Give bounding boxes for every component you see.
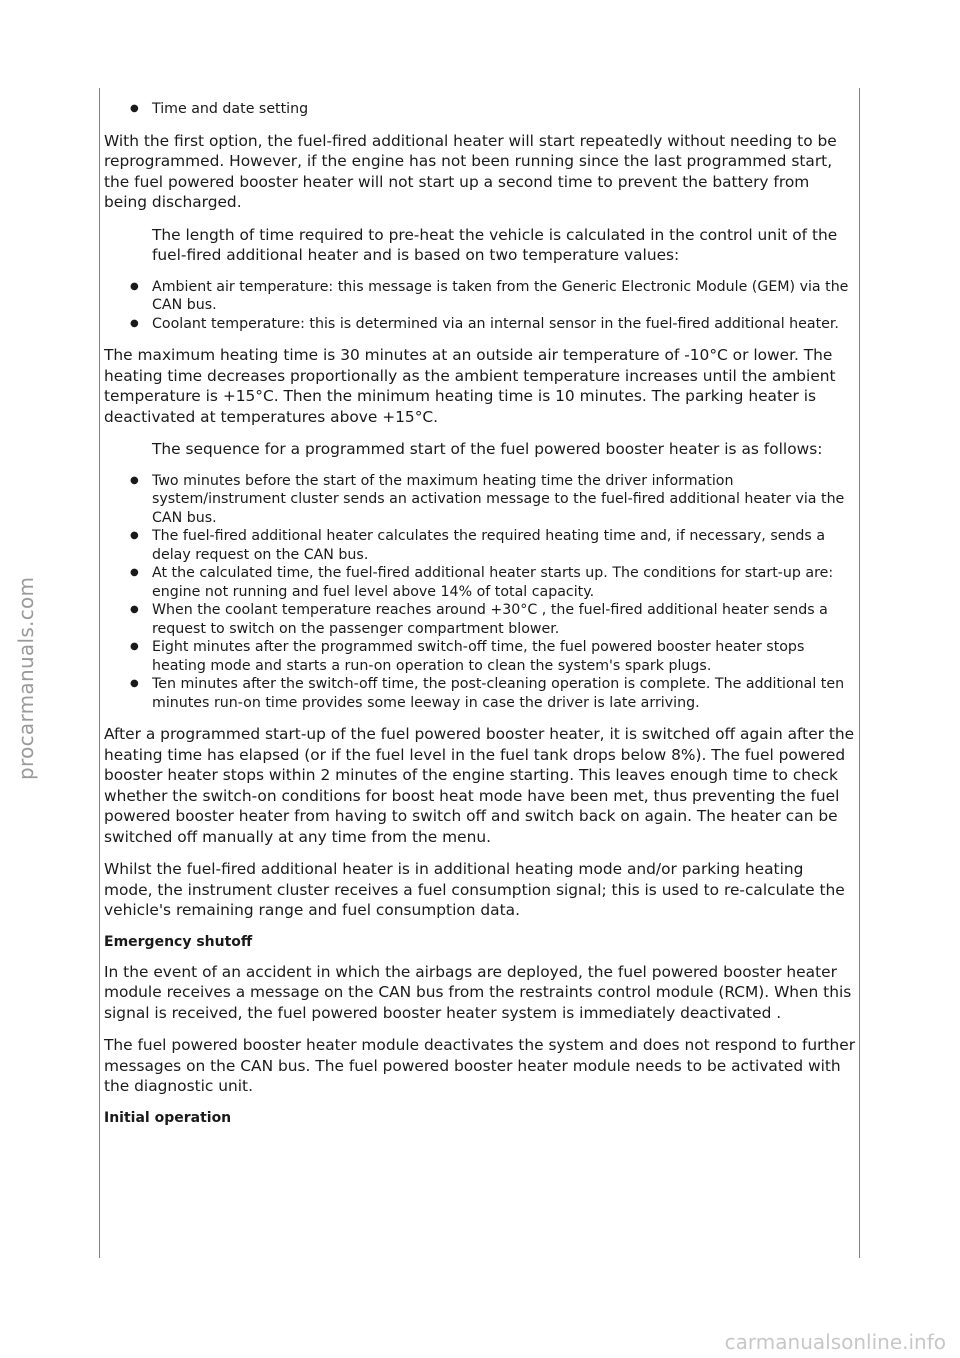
list-item: ● Two minutes before the start of the maximum heating time the driver information system/instrument cluster sends an activation message to the fuel-fired additional heater via the CAN bus. — [104, 472, 856, 528]
bullet-list — [104, 278, 856, 334]
side-watermark: procarmanuals.com — [14, 576, 38, 780]
paragraph: The fuel powered booster heater module deactivates the system and does not respond to further messages on the CAN bus. The fuel powered booster heater module needs to be activated with the diagnostic unit. — [104, 1036, 856, 1095]
list-item: ● Ambient air temperature: this message is taken from the Generic Electronic Module (GEM) via the CAN bus. — [104, 278, 856, 315]
list-item: ● The fuel-fired additional heater calculates the required heating time and, if necessary, sends a delay request on the CAN bus. — [104, 527, 856, 564]
list-item: ● At the calculated time, the fuel-fired additional heater starts up. The conditions for start-up are: engine not running and fuel level above 14% of total capacity. — [104, 564, 856, 601]
paragraph: In the event of an accident in which the airbags are deployed, the fuel powered booster heater module receives a message on the CAN bus from the restraints control module (RCM). When this signal is received, the fuel powered booster heater system is immediately deactivated . — [104, 962, 852, 1022]
paragraph: After a programmed start-up of the fuel powered booster heater, it is switched off again after the heating time has elapsed (or if the fuel level in the fuel tank drops below 8%). The fuel powered booster heater stops within 2 minutes of the engine starting. This leaves enough time to check whether the switch-on conditions for boost heat mode have been met, thus preventing the fuel powered booster heater from having to switch off and switch back on again. The heater can be switched off manually at any time from the menu. — [104, 725, 855, 846]
indented-paragraph: The length of time required to pre-heat the vehicle is calculated in the control unit of the fuel-fired additional heater and is based on two temperature values: — [152, 225, 838, 264]
bullet-list — [104, 472, 856, 713]
list-item: ● When the coolant temperature reaches around +30°C , the fuel-fired additional heater sends a request to switch on the passenger compartment blower. — [104, 601, 856, 638]
paragraph: With the first option, the fuel-fired additional heater will start repeatedly without needing to be reprogrammed. However, if the engine has not been running since the last programmed start, the fuel powered booster heater will not start up a second time to prevent the battery from being discharged. — [104, 131, 837, 211]
section-heading: Emergency shutoff — [104, 933, 253, 950]
list-item: ● Time and date setting — [104, 100, 856, 119]
indented-paragraph: The sequence for a programmed start of the fuel powered booster heater is as follows: — [152, 440, 823, 458]
paragraph: The maximum heating time is 30 minutes at an outside air temperature of -10°C or lower. The heating time decreases proportionally as the ambient temperature increases until the ambient temperature is +15°C. Then the minimum heating time is 10 minutes. The parking heater is deactivated at temperatures above +15°C. — [104, 346, 836, 426]
bullet-list — [104, 100, 856, 119]
document-content — [104, 100, 856, 1138]
right-margin-rule — [859, 88, 860, 1258]
paragraph: Whilst the fuel-fired additional heater is in additional heating mode and/or parking heating mode, the instrument cluster receives a fuel consumption signal; this is used to re-calculate the vehicle's remaining range and fuel consumption data. — [104, 860, 845, 919]
section-heading: Initial operation — [104, 1109, 232, 1126]
footer-watermark: carmanualsonline.info — [724, 1330, 946, 1354]
list-item: ● Eight minutes after the programmed switch-off time, the fuel powered booster heater stops heating mode and starts a run-on operation to clean the system's spark plugs. — [104, 638, 856, 675]
list-item: ● Ten minutes after the switch-off time, the post-cleaning operation is complete. The additional ten minutes run-on time provides some leeway in case the driver is late arriving. — [104, 675, 856, 712]
list-item: ● Coolant temperature: this is determined via an internal sensor in the fuel-fired additional heater. — [104, 315, 856, 334]
left-margin-rule — [99, 88, 100, 1258]
